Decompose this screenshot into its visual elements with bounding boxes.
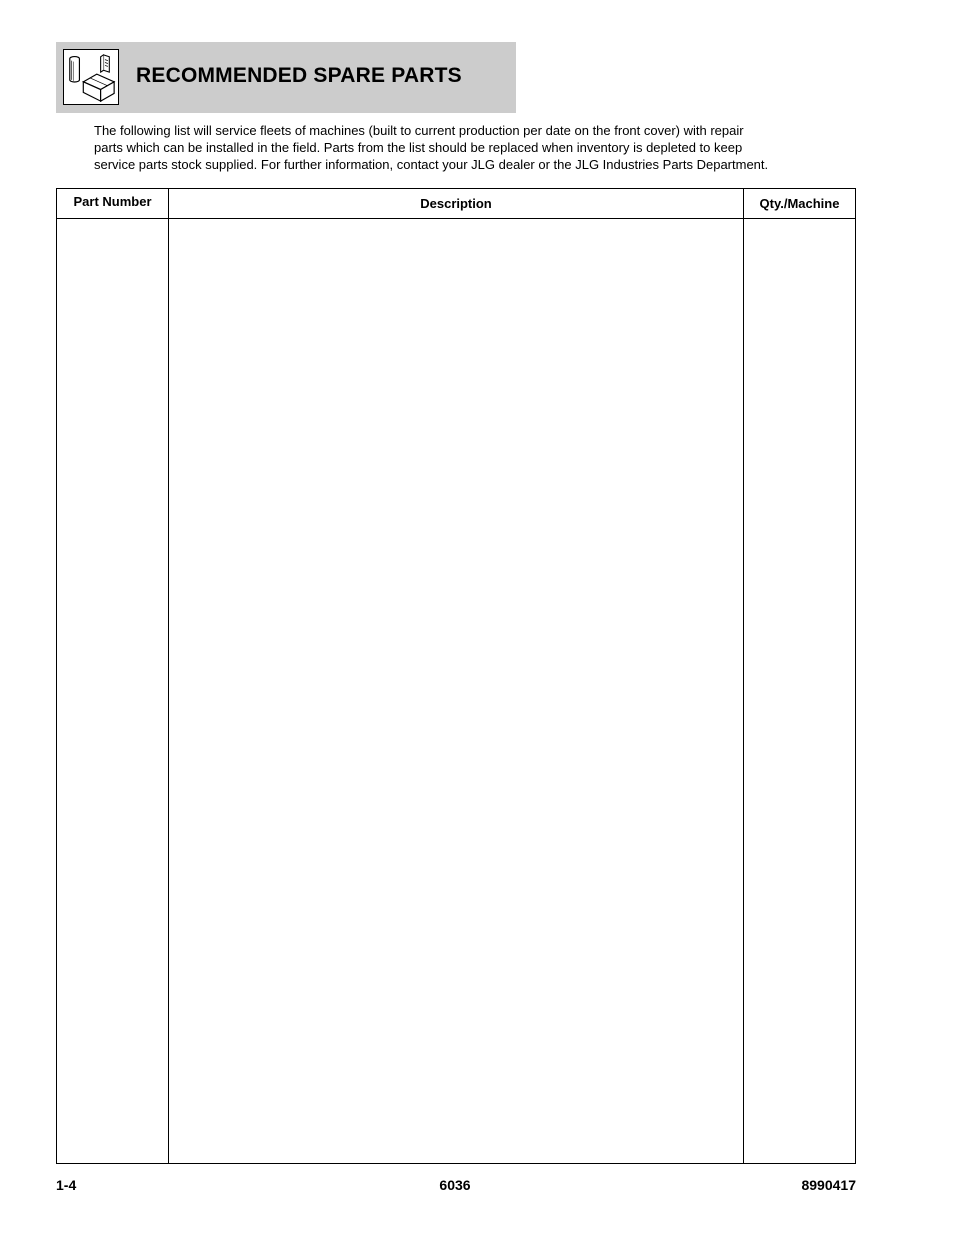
intro-line: The following list will service fleets of machines (built to current production per date on the front cover) with repair xyxy=(94,123,744,138)
spare-parts-icon xyxy=(63,49,119,105)
intro-paragraph xyxy=(94,122,834,173)
footer-model-number: 6036 xyxy=(439,1177,471,1193)
column-divider xyxy=(743,189,744,1163)
column-divider xyxy=(168,189,169,1163)
spare-parts-table xyxy=(56,188,856,1164)
column-header-description: Description xyxy=(420,196,492,211)
page-title: RECOMMENDED SPARE PARTS xyxy=(136,64,462,87)
footer-page-number: 1-4 xyxy=(56,1177,77,1193)
footer-manual-number: 8990417 xyxy=(801,1177,856,1193)
column-header-part-number: Part Number xyxy=(73,194,152,209)
intro-line: parts which can be installed in the field. Parts from the list should be replaced when inventory is depleted to keep xyxy=(94,140,743,155)
column-header-qty-machine: Qty./Machine xyxy=(759,196,840,211)
header-row-divider xyxy=(57,218,855,219)
section-header-band xyxy=(56,42,516,113)
intro-line: service parts stock supplied. For further information, contact your JLG dealer or the JLG Industries Parts Department. xyxy=(94,157,769,172)
